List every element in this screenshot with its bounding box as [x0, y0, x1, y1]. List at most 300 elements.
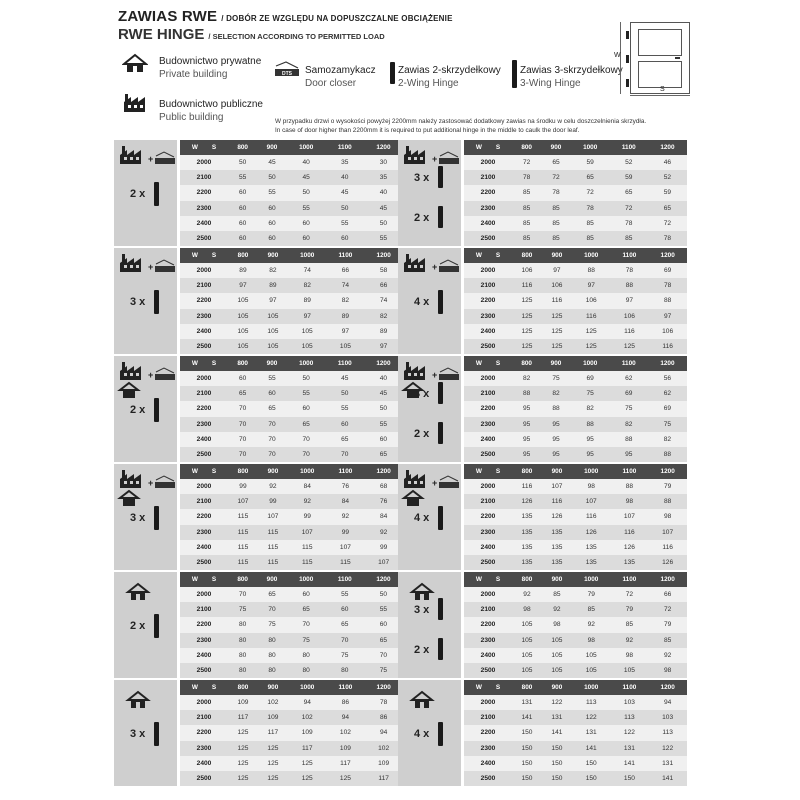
load-value: 125	[258, 771, 288, 786]
load-value: 45	[257, 155, 286, 170]
load-value: 84	[364, 509, 403, 524]
table-row	[180, 185, 403, 200]
load-table	[464, 680, 687, 786]
header-ws: W S	[464, 464, 512, 479]
row-height: 2500	[464, 555, 512, 570]
load-value: 122	[611, 725, 649, 740]
hinge-icon	[438, 166, 443, 188]
load-value: 125	[572, 324, 611, 339]
load-value: 98	[648, 509, 687, 524]
note-en: In case of door higher than 2200mm it is required to put additional hinge in the middle to caulk the door leaf.	[275, 127, 580, 134]
load-value: 105	[258, 309, 288, 324]
header-width: 800	[228, 248, 258, 263]
header-width: 1200	[364, 248, 403, 263]
load-value: 107	[648, 525, 687, 540]
load-value: 116	[542, 293, 572, 308]
load-value: 105	[512, 663, 542, 678]
header-width: 800	[512, 140, 541, 155]
load-value: 80	[326, 663, 364, 678]
hinge-count-label: 2 x	[414, 212, 430, 224]
load-value: 103	[648, 710, 687, 725]
legend-wing3-en: 3-Wing Hinge	[520, 78, 581, 89]
load-value: 107	[542, 479, 572, 494]
header-ws: W S	[180, 140, 228, 155]
header-width: 800	[512, 572, 542, 587]
load-value: 126	[648, 555, 687, 570]
load-table-block	[114, 464, 403, 570]
legend-closer-pl: Samozamykacz	[305, 65, 376, 76]
header-width: 900	[258, 680, 288, 695]
load-table	[180, 248, 403, 354]
load-value: 105	[228, 324, 258, 339]
private-building-closer-icon	[116, 684, 178, 724]
header-width: 1000	[572, 680, 611, 695]
load-value: 135	[512, 540, 542, 555]
table-row	[180, 633, 403, 648]
load-value: 40	[326, 170, 364, 185]
header-width: 1100	[610, 140, 648, 155]
hinge-count-label: 3 x	[414, 388, 430, 400]
load-value: 69	[648, 401, 687, 416]
header-width: 800	[512, 464, 542, 479]
header-width: 800	[512, 680, 542, 695]
load-value: 60	[287, 216, 326, 231]
load-value: 95	[541, 417, 570, 432]
header-width: 800	[228, 572, 257, 587]
load-value: 82	[364, 309, 403, 324]
load-value: 135	[542, 555, 572, 570]
hinge-icon	[154, 614, 159, 638]
load-value: 60	[326, 231, 364, 246]
load-value: 75	[648, 417, 687, 432]
row-height: 2100	[464, 386, 512, 401]
load-value: 60	[257, 216, 286, 231]
load-value: 52	[610, 155, 648, 170]
table-row	[464, 509, 687, 524]
load-value: 45	[326, 371, 364, 386]
load-value: 99	[228, 479, 258, 494]
load-value: 85	[610, 231, 648, 246]
hinge-icon	[438, 638, 443, 660]
row-height: 2200	[180, 725, 228, 740]
load-value: 116	[542, 494, 572, 509]
load-value: 109	[228, 695, 258, 710]
load-value: 82	[327, 293, 365, 308]
public-building-closer-icon	[116, 252, 178, 292]
load-value: 56	[648, 371, 687, 386]
table-row	[180, 663, 403, 678]
row-height: 2100	[464, 494, 512, 509]
load-value: 65	[541, 155, 570, 170]
table-row	[180, 371, 403, 386]
table-row	[180, 648, 403, 663]
load-value: 80	[257, 648, 286, 663]
load-value: 35	[364, 170, 403, 185]
load-value: 125	[327, 771, 365, 786]
hinge-count-label: 3 x	[130, 728, 146, 740]
load-value: 66	[364, 278, 403, 293]
load-value: 98	[611, 494, 649, 509]
load-value: 99	[364, 540, 403, 555]
table-row	[464, 710, 687, 725]
table-row	[180, 525, 403, 540]
row-height: 2000	[464, 695, 512, 710]
table-row	[180, 263, 403, 278]
header-ws: W S	[464, 680, 512, 695]
load-table-block	[398, 248, 687, 354]
load-value: 105	[258, 324, 288, 339]
load-value: 135	[611, 555, 649, 570]
load-value: 40	[287, 155, 326, 170]
table-row	[464, 633, 687, 648]
load-table	[464, 572, 687, 678]
legend-wing3-pl: Zawias 3-skrzydełkowy	[520, 65, 623, 76]
table-row	[464, 525, 687, 540]
header-ws: W S	[464, 356, 512, 371]
load-value: 62	[648, 386, 687, 401]
load-value: 45	[326, 185, 364, 200]
note-pl: W przypadku drzwi o wysokości powyżej 2200mm należy zastosować dodatkowy zawias na środku w celu doszczelnienia skrzydła.	[275, 118, 647, 125]
table-row	[180, 170, 403, 185]
load-value: 70	[326, 633, 364, 648]
table-row	[180, 555, 403, 570]
header-width: 1100	[327, 464, 365, 479]
legend-closer-en: Door closer	[305, 78, 357, 89]
hinge-count-label: 2 x	[130, 188, 146, 200]
table-row	[180, 771, 403, 786]
load-value: 46	[648, 155, 687, 170]
load-value: 88	[571, 417, 610, 432]
header-width: 900	[542, 248, 572, 263]
table-row	[464, 170, 687, 185]
load-value: 85	[611, 617, 649, 632]
row-height: 2200	[180, 509, 228, 524]
hinge-icon	[154, 290, 159, 314]
load-value: 125	[228, 756, 258, 771]
door-hinge-mark	[626, 31, 629, 39]
load-value: 109	[364, 756, 403, 771]
load-value: 60	[364, 432, 403, 447]
door-pane-top	[638, 29, 682, 56]
row-height: 2400	[464, 432, 512, 447]
table-row	[464, 648, 687, 663]
row-height: 2500	[180, 231, 228, 246]
load-value: 97	[258, 293, 288, 308]
load-value: 115	[258, 540, 288, 555]
load-table	[180, 572, 403, 678]
load-value: 94	[288, 695, 327, 710]
load-table-block	[114, 140, 403, 246]
load-value: 60	[287, 401, 326, 416]
load-value: 97	[327, 324, 365, 339]
svg-text:+: +	[432, 478, 438, 488]
row-height: 2400	[180, 756, 228, 771]
load-value: 65	[287, 417, 326, 432]
load-table	[180, 356, 403, 462]
header-width: 1200	[364, 680, 403, 695]
load-value: 115	[327, 555, 365, 570]
row-height: 2000	[180, 263, 228, 278]
load-table-block	[398, 680, 687, 786]
load-value: 75	[228, 602, 257, 617]
hinge-2wing-icon	[390, 62, 395, 84]
load-value: 80	[287, 648, 326, 663]
table-row	[180, 231, 403, 246]
load-value: 74	[364, 293, 403, 308]
load-value: 98	[648, 663, 687, 678]
load-value: 94	[327, 710, 365, 725]
title-en: RWE HINGE / SELECTION ACCORDING TO PERMITTED LOAD	[118, 26, 385, 43]
load-value: 50	[326, 386, 364, 401]
load-value: 50	[326, 201, 364, 216]
load-value: 89	[288, 293, 327, 308]
load-table	[180, 464, 403, 570]
load-value: 135	[572, 555, 611, 570]
row-height: 2400	[180, 432, 228, 447]
load-value: 50	[257, 170, 286, 185]
hinge-icon	[438, 206, 443, 228]
load-value: 107	[611, 509, 649, 524]
load-value: 60	[287, 231, 326, 246]
load-value: 125	[512, 309, 542, 324]
row-height: 2300	[464, 417, 512, 432]
load-value: 99	[327, 525, 365, 540]
private-public-building-closer-icon	[116, 360, 178, 400]
load-value: 150	[542, 756, 572, 771]
header-width: 1100	[327, 248, 365, 263]
load-value: 80	[228, 633, 257, 648]
load-value: 60	[257, 386, 286, 401]
public-building-closer-icon	[400, 252, 462, 292]
table-row	[464, 695, 687, 710]
load-value: 65	[287, 602, 326, 617]
row-height: 2100	[180, 710, 228, 725]
load-value: 92	[512, 587, 542, 602]
header-width: 1200	[364, 356, 403, 371]
row-height: 2400	[464, 540, 512, 555]
load-value: 102	[364, 741, 403, 756]
load-value: 88	[611, 479, 649, 494]
table-row	[464, 741, 687, 756]
table-row	[180, 494, 403, 509]
load-value: 72	[541, 170, 570, 185]
load-value: 135	[542, 525, 572, 540]
row-height: 2400	[180, 648, 228, 663]
load-value: 141	[512, 710, 542, 725]
load-value: 72	[611, 587, 649, 602]
row-height: 2000	[464, 263, 512, 278]
load-value: 115	[228, 509, 258, 524]
hinge-icon	[438, 382, 443, 404]
row-height: 2100	[180, 494, 228, 509]
load-value: 65	[571, 170, 610, 185]
load-value: 55	[326, 216, 364, 231]
table-row	[464, 602, 687, 617]
table-row	[464, 479, 687, 494]
load-value: 95	[610, 447, 648, 462]
load-value: 85	[512, 201, 541, 216]
table-row	[464, 756, 687, 771]
header-width: 1200	[648, 140, 687, 155]
load-value: 125	[542, 324, 572, 339]
load-value: 79	[611, 602, 649, 617]
load-table-block	[398, 356, 687, 462]
load-value: 76	[364, 494, 403, 509]
load-table	[180, 140, 403, 246]
load-value: 125	[512, 293, 542, 308]
header-width: 900	[541, 356, 570, 371]
header-ws: W S	[464, 572, 512, 587]
load-value: 40	[364, 185, 403, 200]
load-value: 116	[572, 509, 611, 524]
header-width: 1000	[572, 572, 611, 587]
load-value: 70	[287, 447, 326, 462]
header-width: 900	[257, 356, 286, 371]
table-row	[180, 417, 403, 432]
load-value: 69	[610, 386, 648, 401]
table-row	[180, 509, 403, 524]
header-width: 1200	[648, 464, 687, 479]
door-hinge-mark	[626, 79, 629, 87]
load-value: 95	[541, 447, 570, 462]
load-value: 40	[364, 371, 403, 386]
load-value: 105	[572, 663, 611, 678]
load-value: 45	[364, 386, 403, 401]
load-value: 88	[541, 401, 570, 416]
load-value: 55	[326, 587, 364, 602]
row-height: 2200	[464, 725, 512, 740]
load-value: 75	[610, 401, 648, 416]
header-width: 900	[258, 248, 288, 263]
row-height: 2400	[180, 540, 228, 555]
load-value: 92	[648, 648, 687, 663]
door-pane-bottom	[638, 61, 682, 88]
load-value: 105	[288, 324, 327, 339]
load-value: 125	[228, 725, 258, 740]
row-height: 2200	[180, 617, 228, 632]
table-row	[464, 185, 687, 200]
private-building-closer-icon	[116, 576, 178, 616]
header-ws: W S	[180, 680, 228, 695]
header-width: 1200	[648, 680, 687, 695]
load-value: 109	[288, 725, 327, 740]
load-value: 97	[572, 278, 611, 293]
load-value: 115	[228, 540, 258, 555]
row-height: 2300	[180, 741, 228, 756]
load-value: 69	[571, 371, 610, 386]
header-ws: W S	[464, 140, 512, 155]
load-value: 55	[326, 401, 364, 416]
load-table-block	[398, 464, 687, 570]
load-value: 150	[512, 741, 542, 756]
load-value: 107	[288, 525, 327, 540]
load-value: 45	[287, 170, 326, 185]
load-value: 85	[541, 216, 570, 231]
load-value: 82	[512, 371, 541, 386]
hinge-icon	[154, 398, 159, 422]
header-width: 1000	[287, 572, 326, 587]
table-row	[180, 741, 403, 756]
row-height: 2200	[180, 185, 228, 200]
row-height: 2000	[464, 371, 512, 386]
load-value: 97	[364, 339, 403, 354]
load-value: 125	[512, 324, 542, 339]
hinge-count-label: 2 x	[414, 428, 430, 440]
table-row	[180, 447, 403, 462]
table-row	[180, 293, 403, 308]
load-value: 70	[228, 417, 257, 432]
load-value: 125	[258, 741, 288, 756]
row-height: 2300	[180, 309, 228, 324]
legend-private	[159, 55, 261, 81]
load-value: 72	[571, 185, 610, 200]
load-value: 88	[648, 293, 687, 308]
load-value: 75	[364, 663, 403, 678]
header-width: 1100	[611, 464, 649, 479]
load-value: 105	[542, 663, 572, 678]
load-value: 52	[648, 170, 687, 185]
row-height: 2400	[464, 756, 512, 771]
load-value: 98	[542, 617, 572, 632]
load-value: 75	[326, 648, 364, 663]
subtitle-en: / SELECTION ACCORDING TO PERMITTED LOAD	[208, 32, 385, 41]
header-ws: W S	[180, 464, 228, 479]
row-height: 2300	[180, 417, 228, 432]
header-ws: W S	[180, 248, 228, 263]
hinge-count-label: 2 x	[130, 404, 146, 416]
row-height: 2200	[180, 293, 228, 308]
header-width: 1000	[571, 356, 610, 371]
load-value: 85	[542, 587, 572, 602]
table-row	[180, 216, 403, 231]
header-width: 800	[228, 356, 257, 371]
table-row	[464, 339, 687, 354]
load-value: 70	[364, 648, 403, 663]
row-height: 2200	[464, 293, 512, 308]
header-width: 900	[541, 140, 570, 155]
load-value: 70	[228, 432, 257, 447]
load-value: 116	[648, 339, 687, 354]
load-value: 85	[512, 231, 541, 246]
load-value: 92	[327, 509, 365, 524]
hinge-icon	[438, 422, 443, 444]
load-value: 113	[648, 725, 687, 740]
table-row	[180, 540, 403, 555]
row-height: 2000	[180, 371, 228, 386]
table-row	[180, 617, 403, 632]
header-width: 1200	[648, 356, 687, 371]
load-value: 80	[228, 617, 257, 632]
load-value: 122	[572, 710, 611, 725]
load-value: 98	[572, 633, 611, 648]
load-value: 85	[541, 201, 570, 216]
load-value: 98	[572, 479, 611, 494]
load-table-block	[114, 572, 403, 678]
row-height: 2100	[464, 170, 512, 185]
legend-wing3	[520, 64, 623, 90]
header-width: 1000	[287, 356, 326, 371]
load-value: 105	[258, 339, 288, 354]
hinge-count-label: 4 x	[414, 296, 430, 308]
load-value: 150	[572, 771, 611, 786]
private-building-closer-icon	[400, 684, 462, 724]
load-value: 79	[572, 587, 611, 602]
load-value: 122	[542, 695, 572, 710]
load-value: 150	[542, 771, 572, 786]
load-value: 105	[512, 633, 542, 648]
table-row	[464, 293, 687, 308]
table-row	[464, 278, 687, 293]
